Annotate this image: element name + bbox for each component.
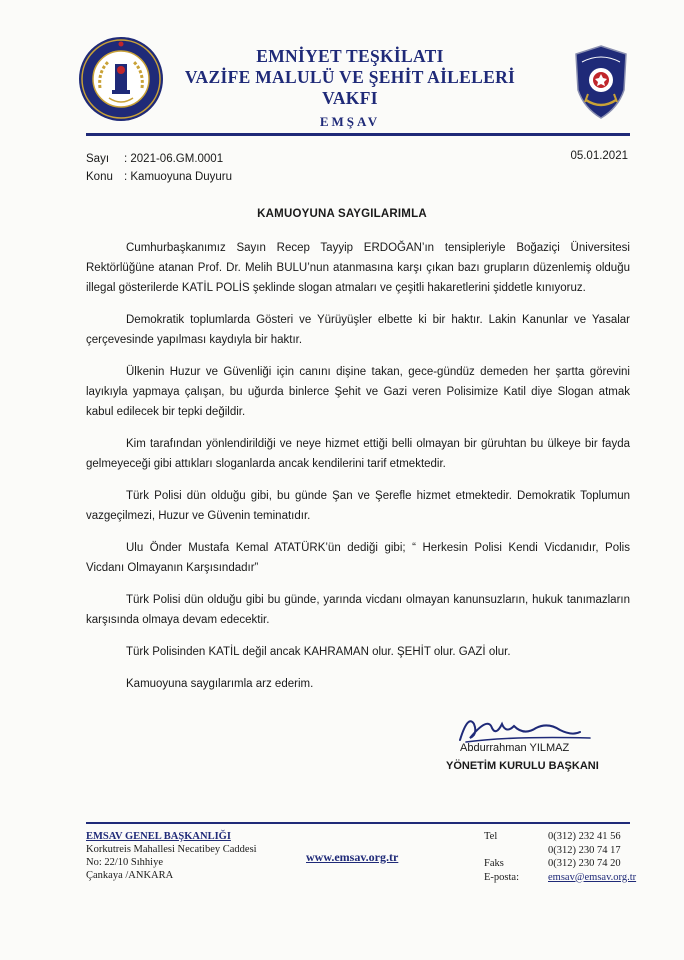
signatory-title: YÖNETİM KURULU BAŞKANI — [446, 760, 599, 772]
email-label: E-posta: — [484, 871, 519, 883]
footer-address — [86, 830, 257, 882]
footer-org-name: EMSAV GENEL BAŞKANLIĞI — [86, 831, 231, 842]
email-link[interactable]: emsav@emsav.org.tr — [548, 871, 637, 883]
tel-label: Tel — [484, 831, 498, 842]
emsav-seal-logo-icon — [78, 36, 164, 122]
letter-body — [86, 238, 630, 706]
footer-contact — [484, 830, 636, 884]
tel-1: 0(312) 232 41 56 — [548, 831, 621, 842]
address-line-3: Çankaya /ANKARA — [86, 870, 174, 881]
paragraph: Kim tarafından yönlendirildiği ve neye hizmet ettiği belli olmayan bir güruhtan bu ülkeye bir fayda gelmeyeceği gibi attıkları sloganlarda ancak kendilerini tarif etmektedir. — [86, 438, 630, 470]
paragraph: Türk Polisi dün olduğu gibi bu günde, yarında vicdanı olmayan kanunsuzların, hukuk tanımazların karşısında olmaya devam edecektir. — [86, 594, 630, 626]
fax-number: 0(312) 230 74 20 — [548, 858, 621, 869]
address-line-2: No: 22/10 Sıhhiye — [86, 857, 164, 868]
paragraph: Kamuoyuna saygılarımla arz ederim. — [126, 678, 314, 690]
signatory-name: Abdurrahman YILMAZ — [460, 742, 570, 754]
title-line-3: VAKFI — [322, 88, 378, 108]
sayi-value: : 2021-06.GM.0001 — [124, 153, 224, 165]
document-date: 05.01.2021 — [570, 150, 628, 162]
website-link[interactable]: www.emsav.org.tr — [306, 850, 399, 864]
paragraph: Cumhurbaşkanımız Sayın Recep Tayyip ERDOĞAN’ın tensipleriyle Boğaziçi Üniversitesi Rektörlüğüne atanan Prof. Dr. Melih BULU’nun atanmasına karşı çıkan bazı grupların düzenlemiş olduğu illegal gösterilerde KATİL POLİS şeklinde slogan atmaları ve çeşitli hakaretlerini şiddetle kınıyoruz. — [86, 242, 630, 294]
title-line-1: EMNİYET TEŞKİLATI — [256, 46, 444, 66]
paragraph: Ulu Önder Mustafa Kemal ATATÜRK’ün dediği gibi; “ Herkesin Polisi Kendi Vicdanıdır, Polis Vicdanı Olmayanın Karşısındadır” — [86, 542, 630, 574]
address-line-1: Korkutreis Mahallesi Necatibey Caddesi — [86, 844, 257, 855]
paragraph: Demokratik toplumlarda Gösteri ve Yürüyüşler elbette ki bir haktır. Lakin Kanunlar ve Yasalar çerçevesinde yapılması kaydıyla bir haktır. — [86, 314, 630, 346]
konu-label: Konu — [86, 171, 113, 183]
fax-label: Faks — [484, 858, 504, 869]
title-line-2: VAZİFE MALULÜ VE ŞEHİT AİLELERİ — [184, 67, 516, 87]
header-divider — [86, 133, 630, 136]
footer-divider — [86, 822, 630, 824]
paragraph: Ülkenin Huzur ve Güvenliği için canını dişine takan, gece-gündüz demeden her şartta görevini layıkıyla yapmaya çalışan, bu uğurda binlerce Şehit ve Gazi veren Polisimize Katil diye Slogan atmak kabul edilecek bir tepki değildir. — [86, 366, 630, 418]
paragraph: Türk Polisi dün olduğu gibi, bu günde Şan ve Şerefle hizmet etmektedir. Demokratik Toplumun vazgeçilmezi, Huzur ve Güvenin teminatıdır. — [86, 490, 630, 522]
letter-heading: KAMUOYUNA SAYGILARIMLA — [257, 208, 427, 220]
document-meta — [86, 150, 232, 186]
organization-title — [170, 46, 530, 132]
tel-2: 0(312) 230 74 17 — [548, 844, 621, 856]
konu-value: : Kamuoyuna Duyuru — [124, 171, 233, 183]
paragraph: Türk Polisinden KATİL değil ancak KAHRAMAN olur. ŞEHİT olur. GAZİ olur. — [126, 646, 511, 658]
title-abbreviation: EMŞAV — [319, 114, 381, 129]
sayi-label: Sayı — [86, 153, 110, 165]
polis-badge-icon — [572, 44, 630, 120]
